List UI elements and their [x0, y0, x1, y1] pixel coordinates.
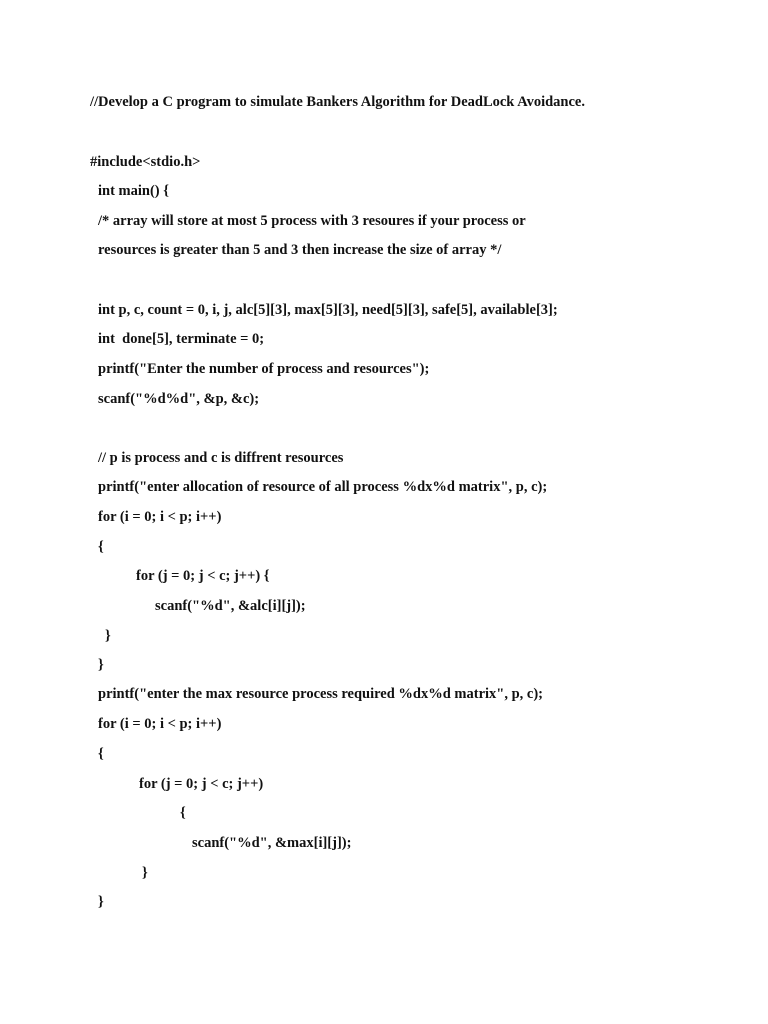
- close-brace-line-1: }: [105, 628, 111, 644]
- main-signature-line: int main() {: [98, 183, 169, 199]
- block-comment-line-2: resources is greater than 5 and 3 then increase the size of array */: [98, 242, 502, 258]
- comment-line: // p is process and c is diffrent resources: [98, 450, 344, 466]
- open-brace-line-3: {: [180, 805, 186, 821]
- declaration-line-2: int done[5], terminate = 0;: [98, 331, 265, 347]
- close-brace-line-4: }: [98, 894, 104, 910]
- scanf-alc-line: scanf("%d", &alc[i][j]);: [155, 598, 306, 614]
- for-line-2: for (i = 0; i < p; i++): [98, 716, 222, 732]
- open-brace-line-1: {: [98, 539, 104, 555]
- declaration-line-1: int p, c, count = 0, i, j, alc[5][3], max[5][3], need[5][3], safe[5], available[3];: [98, 302, 558, 318]
- for-line-1: for (i = 0; i < p; i++): [98, 509, 222, 525]
- printf-line-1: printf("Enter the number of process and resources");: [98, 361, 430, 377]
- printf-line-2: printf("enter allocation of resource of all process %dx%d matrix", p, c);: [98, 479, 548, 495]
- scanf-max-line: scanf("%d", &max[i][j]);: [192, 835, 352, 851]
- scanf-line-1: scanf("%d%d", &p, &c);: [98, 391, 260, 407]
- close-brace-line-3: }: [142, 865, 148, 881]
- include-line: #include<stdio.h>: [90, 154, 201, 170]
- inner-for-line-2: for (j = 0; j < c; j++): [139, 776, 264, 792]
- printf-line-3: printf("enter the max resource process required %dx%d matrix", p, c);: [98, 686, 544, 702]
- comment-title-line: //Develop a C program to simulate Bankers Algorithm for DeadLock Avoidance.: [90, 94, 585, 110]
- close-brace-line-2: }: [98, 657, 104, 673]
- open-brace-line-2: {: [98, 746, 104, 762]
- block-comment-line-1: /* array will store at most 5 process with 3 resoures if your process or: [98, 213, 526, 229]
- inner-for-line-1: for (j = 0; j < c; j++) {: [136, 568, 270, 584]
